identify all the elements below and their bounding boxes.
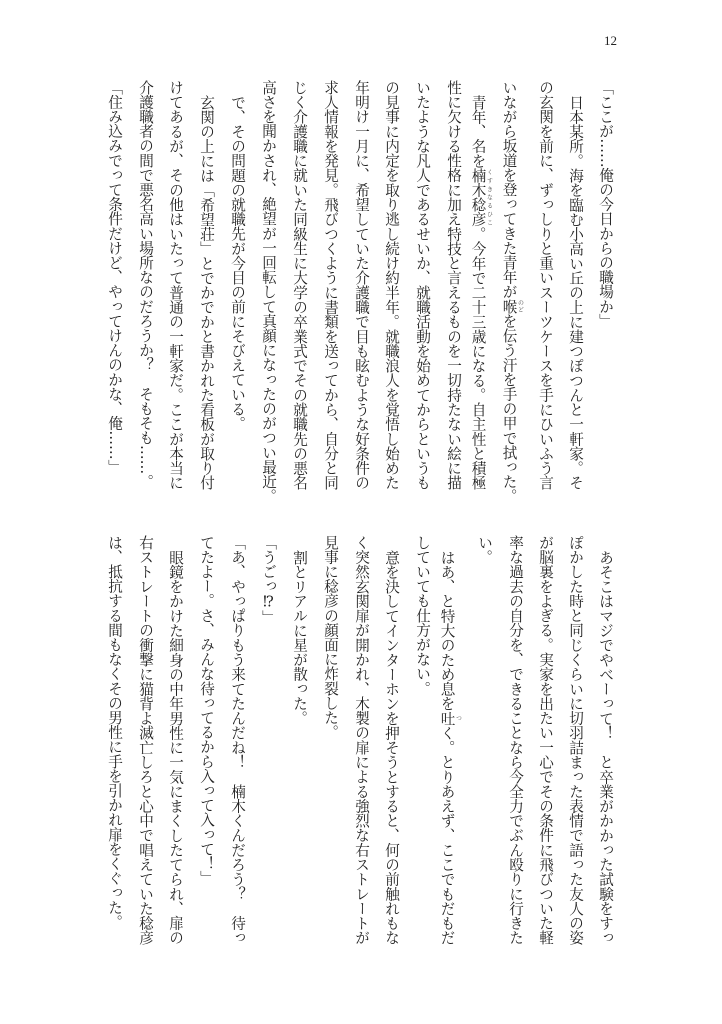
ruby-reading: のど: [516, 299, 524, 314]
text-line: [500, 80, 524, 504]
text-line: 「うごっ⁉」: [260, 535, 277, 625]
ruby-base: 吐: [438, 710, 456, 726]
text-line: 求人情報を発見。飛びつくように書類を送ってから、自分と同: [322, 80, 339, 490]
ruby-word: [438, 710, 462, 726]
text-line: 割とリアルに星が散った。: [291, 549, 308, 725]
text-line: で、その問題の就職先が今目の前にそびえている。: [229, 94, 246, 431]
ruby-word: [500, 299, 524, 314]
text-line: ぽかした時と同じくらいに切羽詰まった表情で語った友人の姿: [567, 535, 584, 945]
text-line: 高さを聞かされ、絶望が一回転して真顔になったのがつい最近。: [260, 80, 277, 504]
text-segment: く。とりあえず、ここでもだもだ: [438, 725, 456, 945]
text-line: あそこはマジでやべーって！ と卒業がかかった試験をすっ: [597, 549, 614, 945]
text-line: 年明け一月に、希望していた介護職で目も眩むような好条件の: [353, 80, 370, 490]
text-line: 性に欠ける性格に加え特技と言えるものを一切持たない絵に描: [445, 80, 462, 490]
text-line: 「あ、やっぱりもう来てたんだね！ 楠木くんだろう？ 待っ: [229, 535, 246, 945]
text-line: 介護職者の間で悪名高い場所なのだろうか？ そもそも……。: [137, 80, 154, 489]
text-line: てたよー。さ、みんな待ってるから入って入って！」: [198, 535, 215, 886]
text-line: [438, 535, 462, 945]
text-line: の見事に内定を取り逃し続け約半年。就職浪人を覚悟し始めた: [383, 80, 400, 490]
text-segment: 。今年で二十三歳になる。自主性と積極: [469, 226, 487, 490]
ruby-reading: くすきなるひこ: [485, 167, 493, 227]
text-line: 玄関の上には「希望荘」とでかでかと書かれた看板が取り付: [198, 94, 215, 490]
text-segment: 青年、名を: [469, 94, 487, 168]
page-number: 12: [604, 33, 617, 48]
text-line: く突然玄関扉が開かれ、木製の扉による強烈な右ストレートが: [353, 535, 370, 945]
text-line: じく介護職に就いた同級生に大学の卒業式でその就職先の悪名: [291, 80, 308, 490]
text-line: [469, 80, 493, 490]
text-line: いたような凡人であるせいか、就職活動を始めてからというも: [414, 80, 431, 490]
text-segment: いながら坂道を登ってきた青年が: [500, 80, 518, 299]
text-line: 眼鏡をかけた細身の中年男性に一気にまくしたてられ、扉の: [167, 549, 184, 945]
text-line: が脳裏をよぎる。実家を出たい一心でその条件に飛びついた軽: [537, 535, 554, 945]
text-line: 「ここが……俺の今日からの職場か」: [597, 80, 614, 329]
text-segment: を伝う汗を手の甲で拭った。: [500, 313, 518, 504]
text-line: 見事に稔彦の顔面に炸裂した。: [322, 535, 339, 740]
text-line: 「住み込みでって条件だけど、やってけんのかな、俺……」: [106, 80, 123, 475]
ruby-base: 楠木稔彦: [469, 167, 487, 227]
ruby-reading: つ: [454, 710, 462, 726]
ruby-word: [469, 167, 493, 227]
text-line: 率な過去の自分を、できることなら今全力でぶん殴りに行きた: [507, 535, 524, 945]
text-line: は、抵抗する間もなくその男性に手を引かれ扉をくぐった。: [106, 535, 123, 930]
text-line: けてあるが、その他はいたって普通の一軒家だ。ここが本当に: [167, 80, 184, 490]
ruby-base: 喉: [500, 299, 518, 314]
text-line: していても仕方がない。: [414, 535, 431, 696]
text-line: 意を決してインターホンを押そうとすると、何の前触れもな: [383, 549, 400, 945]
text-line: い。: [476, 535, 493, 565]
text-segment: はあ、と特大のため息を: [438, 549, 456, 711]
text-line: 日本某所。海を臨む小高い丘の上に建つぽつんと一軒家。そ: [567, 94, 584, 490]
text-line: の玄関を前に、ずっしりと重いスーツケースを手にひいふう言: [537, 80, 554, 490]
text-line: 右ストレートの衝撃に猫背よ滅亡しろと心中で唱えていた稔彦: [137, 535, 154, 945]
